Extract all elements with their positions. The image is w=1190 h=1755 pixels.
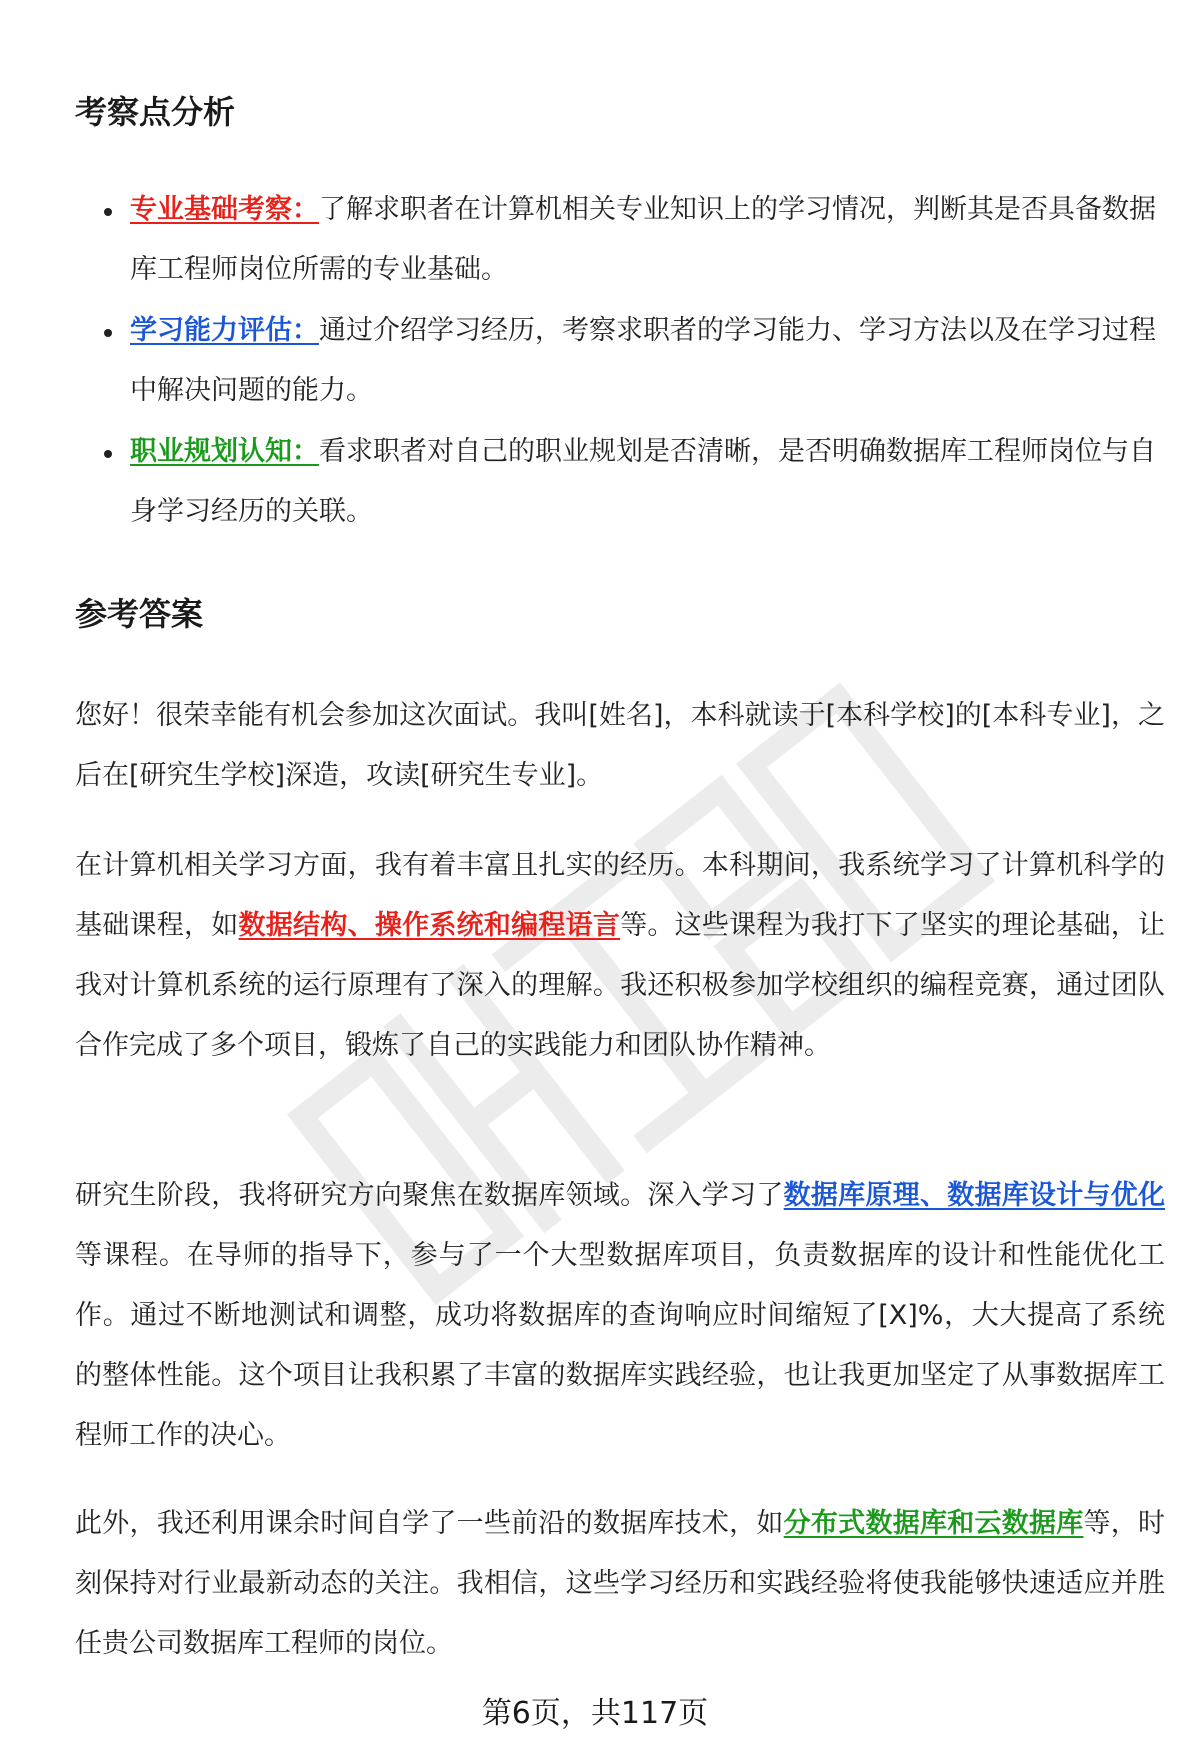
section-title-answer: 参考答案 [75, 595, 204, 633]
bullet-text-career: 看求职者对自己的职业规划是否清晰，是否明确数据库工程师岗位与自身学习经历的关联。 [130, 436, 1156, 527]
paragraph-text: 此外，我还利用课余时间自学了一些前沿的数据库技术，如 [75, 1508, 784, 1539]
paragraph-text: 等课程。在导师的指导下，参与了一个大型数据库项目，负责数据库的设计和性能优化工作。通过不断地测试和调整，成功将数据库的查询响应时间缩短了[X]%，大大提高了系统的整体性能。这个项目让我积累了丰富的数据库实践经验，也让我更加坚定了从事数据库工程师工作的决心。 [75, 1240, 1165, 1451]
answer-paragraph-selfstudy [75, 1494, 1165, 1674]
paragraph-text: 研究生阶段，我将研究方向聚焦在数据库领域。深入学习了 [75, 1180, 784, 1211]
bullet-label-career: 职业规划认知： [130, 436, 319, 467]
bullet-label-professional: 专业基础考察： [130, 194, 319, 225]
bullet-text-professional: 了解求职者在计算机相关专业知识上的学习情况，判断其是否具备数据库工程师岗位所需的专业基础。 [130, 194, 1156, 285]
highlight-undergrad-courses: 数据结构、操作系统和编程语言 [238, 910, 621, 941]
answer-paragraph-intro [75, 686, 1165, 806]
answer-paragraph-graduate [75, 1166, 1165, 1466]
paragraph-text: 等，时刻保持对行业最新动态的关注。我相信，这些学习经历和实践经验将使我能够快速适应并胜任贵公司数据库工程师的岗位。 [75, 1508, 1166, 1659]
section-title-analysis: 考察点分析 [75, 93, 236, 131]
bullet-text-learning: 通过介绍学习经历，考察求职者的学习能力、学习方法以及在学习过程中解决问题的能力。 [130, 315, 1156, 406]
paragraph-text: 您好！很荣幸能有机会参加这次面试。我叫[姓名]，本科就读于[本科学校]的[本科专业]，之后在[研究生学校]深造，攻读[研究生专业]。 [75, 700, 1165, 791]
bullet-label-learning: 学习能力评估： [130, 315, 319, 346]
answer-paragraph-undergrad [75, 836, 1165, 1076]
bullet-item-professional [100, 180, 1160, 300]
bullet-item-learning [100, 301, 1160, 421]
page-number-footer: 第6页，共117页 [481, 1696, 709, 1731]
bullet-item-career [100, 422, 1160, 542]
paragraph-text: 在计算机相关学习方面，我有着丰富且扎实的经历。本科期间，我系统学习了计算机科学的基础课程，如 [75, 850, 1165, 941]
highlight-graduate-courses: 数据库原理、数据库设计与优化 [783, 1180, 1166, 1211]
paragraph-text: 等。这些课程为我打下了坚实的理论基础，让我对计算机系统的运行原理有了深入的理解。我还积极参加学校组织的编程竞赛，通过团队合作完成了多个项目，锻炼了自己的实践能力和团队协作精神。 [75, 910, 1166, 1061]
analysis-bullet-list [100, 180, 1160, 542]
highlight-frontier-tech: 分布式数据库和云数据库 [783, 1508, 1084, 1539]
